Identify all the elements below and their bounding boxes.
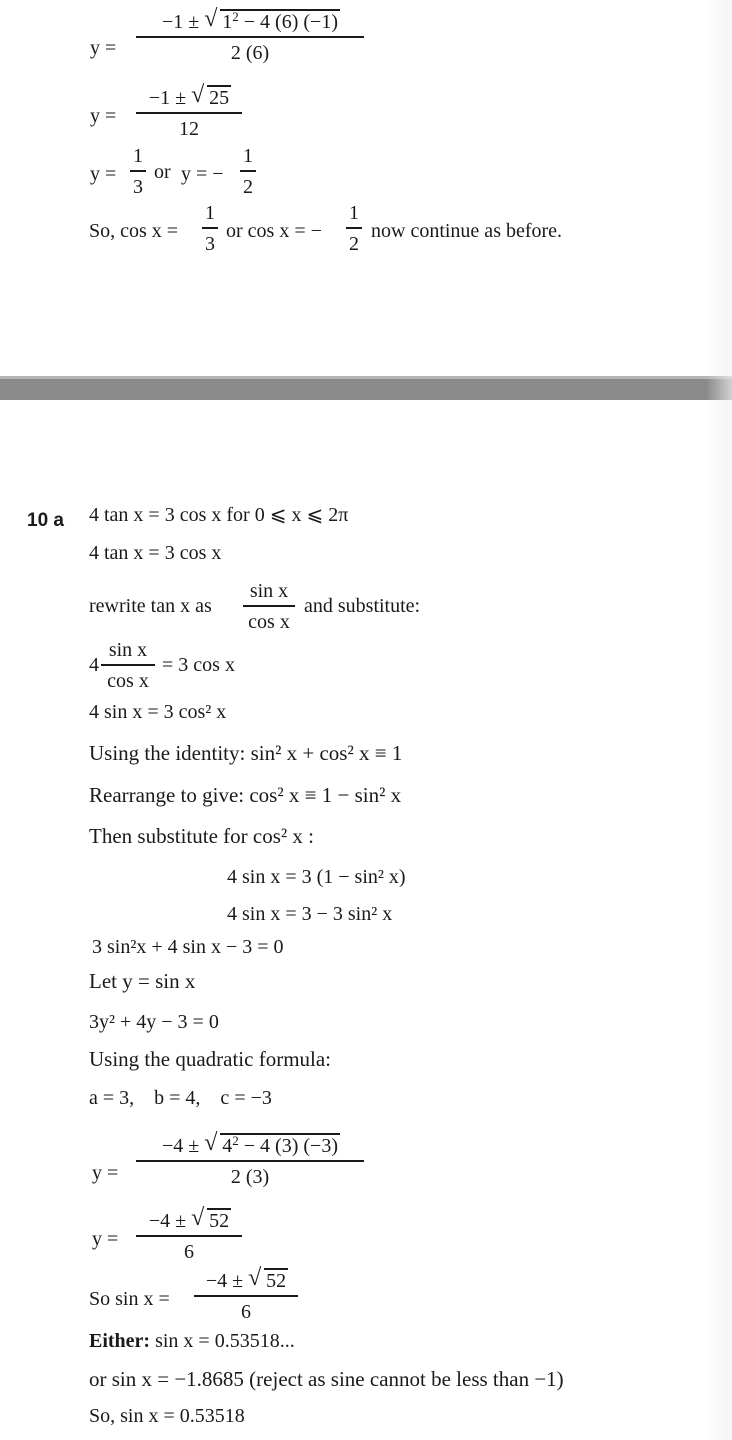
right-edge-shade (706, 0, 732, 1440)
fraction-denominator: 6 (184, 1240, 194, 1263)
fraction-one-half (240, 146, 256, 197)
fraction-denominator: 2 (6) (230, 41, 270, 64)
fraction-numerator: 1 (133, 145, 143, 167)
or-cos-text: or cos x = − (226, 220, 322, 242)
question-label: 10 a (27, 510, 64, 531)
equation-rhs: = 3 cos x (162, 654, 235, 676)
fraction-one-third (130, 146, 146, 197)
quadratic-fraction-1: −4 ± √ $4^2 - 4$ (3) (−3) 2 (3) (136, 1136, 364, 1187)
equation-line: 3y² + 4y − 3 = 0 (89, 1011, 219, 1033)
eq-y-label: y = (90, 105, 117, 127)
quadratic-formula-line: Using the quadratic formula: (89, 1047, 332, 1071)
let-line: Let y = sin x (89, 969, 196, 993)
fraction-numerator: sin x (249, 580, 289, 602)
fraction-denominator: 2 (3) (230, 1165, 270, 1188)
fraction-numerator: −4 ± (205, 1270, 244, 1292)
fraction-numerator: −1 ± (162, 11, 200, 33)
fraction-denominator: 3 (133, 175, 143, 198)
either-label: Either: (89, 1330, 151, 1352)
equation-line: 4 sin x = 3 cos² x (89, 701, 227, 723)
radicand: 4 (222, 1135, 233, 1157)
equation-line: 4 sin x = 3 − 3 sin² x (227, 903, 393, 925)
quadratic-fraction-1: −1 ± √ $1^2 - 4$ (6) (−1) 2 (6) (136, 12, 364, 63)
equation-line: 3 sin²x + 4 sin x − 3 = 0 (92, 936, 284, 958)
fraction-denominator: cos x (248, 610, 290, 633)
fraction-one-half (346, 203, 362, 254)
page-divider (0, 376, 732, 400)
rewrite-text: rewrite tan x as (89, 595, 212, 617)
equation-line: 4 sin x = 3 (1 − sin² x) (227, 866, 406, 888)
so-cos-text: So, cos x = (89, 220, 179, 242)
eq-y-label: y = (92, 1228, 119, 1250)
quadratic-fraction-2: −1 ± √ 25 12 (136, 88, 242, 139)
radicand-rest: − 4 (3) (−3) (238, 1135, 338, 1157)
identity-line: Using the identity: sin² x + cos² x ≡ 1 (89, 741, 403, 765)
radicand-rest: − 4 (6) (−1) (238, 11, 338, 33)
fraction-sin-over-cos (101, 640, 155, 691)
fraction-numerator: sin x (108, 639, 148, 661)
fraction-numerator: −1 ± (148, 87, 187, 109)
or-text: or (154, 161, 171, 183)
fraction-denominator: 2 (349, 232, 359, 255)
then-line: Then substitute for cos² x : (89, 824, 315, 848)
fraction-numerator: 1 (205, 202, 215, 224)
fraction-numerator: 1 (243, 145, 253, 167)
fraction-sin-over-cos (243, 581, 295, 632)
radicand: 25 (209, 87, 230, 109)
fraction-numerator: −4 ± (148, 1210, 187, 1232)
fraction-denominator: 12 (179, 117, 199, 140)
radicand: 1 (222, 11, 233, 33)
eq-y-label: y = (90, 163, 117, 185)
radicand: 52 (209, 1210, 230, 1232)
quadratic-fraction-2: −4 ± √ 52 6 (136, 1211, 242, 1262)
either-value: sin x = 0.53518... (155, 1330, 295, 1352)
fraction-denominator: 3 (205, 232, 215, 255)
eq-y-label: y = (90, 37, 117, 59)
fraction-denominator: cos x (107, 669, 149, 692)
fraction-one-third (202, 203, 218, 254)
fraction-numerator: 1 (349, 202, 359, 224)
substitute-text: and substitute: (304, 595, 421, 617)
so-sin-text: So sin x = (89, 1288, 170, 1310)
or-line: or sin x = −1.8685 (reject as sine cannot be less than −1) (89, 1367, 564, 1391)
fraction-denominator: 2 (243, 175, 253, 198)
fraction-denominator: 6 (241, 1300, 251, 1323)
continue-text: now continue as before. (371, 220, 563, 242)
equation-line: 4 tan x = 3 cos x (89, 542, 222, 564)
fraction-numerator: −4 ± (162, 1135, 200, 1157)
eq-y-label: y = − (181, 163, 224, 185)
question-statement: 4 tan x = 3 cos x for 0 ⩽ x ⩽ 2π (89, 504, 349, 526)
quadratic-fraction-3: −4 ± √ 52 6 (194, 1271, 298, 1322)
coefficients-line: a = 3, b = 4, c = −3 (89, 1087, 272, 1109)
eq-y-label: y = (92, 1162, 119, 1184)
final-line: So, sin x = 0.53518 (89, 1405, 245, 1427)
rearrange-line: Rearrange to give: cos² x ≡ 1 − sin² x (89, 783, 402, 807)
radicand: 52 (266, 1270, 287, 1292)
either-line (89, 1331, 295, 1351)
coefficient: 4 (89, 654, 99, 676)
